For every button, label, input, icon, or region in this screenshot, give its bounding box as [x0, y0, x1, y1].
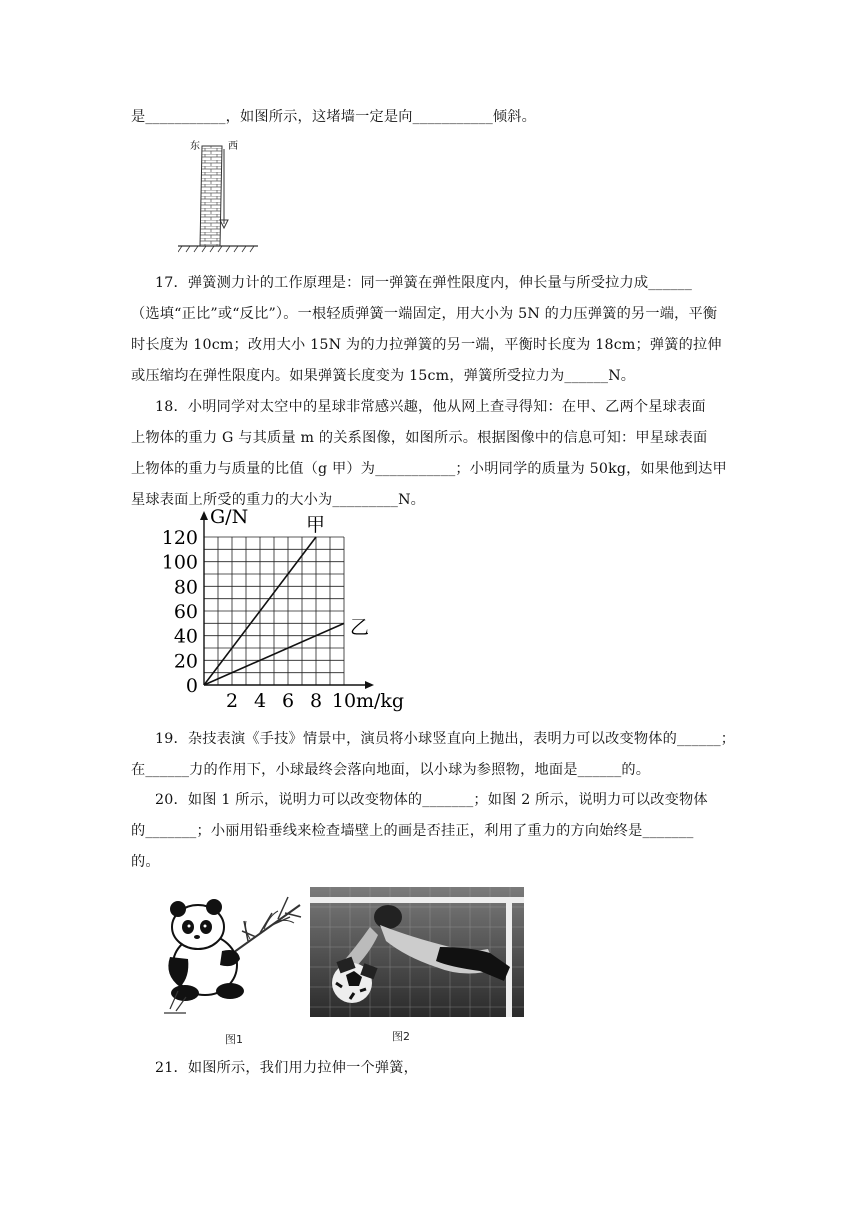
q19-line-2: 在______力的作用下，小球最终会落向地面，以小球为参照物，地面是______的。: [131, 762, 651, 778]
q20-line-1: 20．如图 1 所示，说明力可以改变物体的_______；如图 2 所示，说明力可以改变物体: [155, 792, 708, 808]
x-tick-label: 4: [253, 690, 267, 712]
x-axis-arrow-icon: [365, 681, 374, 689]
ground-hatching: [178, 246, 254, 252]
y-tick-label: 60: [173, 601, 198, 623]
series-label: 甲: [306, 514, 326, 536]
goalkeeper-image: [310, 887, 524, 1017]
q20-line-2: 的_______；小丽用铅垂线来检查墙壁上的画是否挂正，利用了重力的方向始终是_______: [131, 823, 694, 839]
figure-1-caption: 图1: [225, 1033, 243, 1046]
x-tick-label: 8: [309, 690, 323, 712]
east-label: 东: [190, 141, 200, 152]
leaning-wall-figure: [178, 136, 268, 254]
g-m-chart: [150, 505, 410, 715]
series-label: 乙: [350, 616, 370, 639]
q20-line-3: 的。: [131, 854, 160, 870]
y-tick-label: 0: [185, 675, 198, 697]
q17-line-3: 时长度为 10cm；改用大小 15N 为的力拉弹簧的另一端，平衡时长度为 18cm；弹簧的拉伸: [131, 337, 722, 353]
y-tick-label: 80: [173, 576, 198, 599]
q21-line-1: 21．如图所示，我们用力拉伸一个弹簧，: [155, 1060, 419, 1076]
x-axis-label: m/kg: [356, 690, 405, 712]
x-tick-label: 10: [331, 690, 357, 712]
y-tick-label: 40: [173, 625, 198, 648]
q17-line-1: 17．弹簧测力计的工作原理是：同一弹簧在弹性限度内，伸长量与所受拉力成______: [155, 275, 693, 291]
figure-2-caption: 图2: [392, 1030, 410, 1043]
y-axis-label: G/N: [210, 506, 249, 528]
q18-line-4: 星球表面上所受的重力的大小为_________N。: [131, 492, 426, 508]
y-axis-arrow-icon: [200, 511, 208, 520]
x-tick-label: 6: [281, 690, 295, 712]
q18-line-3: 上物体的重力与质量的比值（g 甲）为___________；小明同学的质量为 50kg，如果他到达甲: [131, 461, 727, 477]
q17-line-2: （选填“正比”或“反比”）。一根轻质弹簧一端固定，用大小为 5N 的力压弹簧的另一端，平衡: [131, 306, 718, 322]
x-tick-label: 2: [225, 690, 239, 712]
brick-wall: [200, 146, 222, 246]
y-tick-label: 100: [161, 551, 198, 574]
panda-bamboo-image: [160, 885, 310, 1020]
west-label: 西: [228, 141, 238, 152]
y-tick-label: 120: [161, 527, 198, 549]
q18-line-1: 18．小明同学对太空中的星球非常感兴趣，他从网上查寻得知：在甲、乙两个星球表面: [155, 399, 706, 415]
y-tick-label: 20: [173, 650, 198, 673]
q19-line-1: 19．杂技表演《手技》情景中，演员将小球竖直向上抛出，表明力可以改变物体的______；: [155, 731, 736, 747]
q16-tail-line: 是___________，如图所示，这堵墙一定是向___________倾斜。: [131, 109, 537, 125]
q17-line-4: 或压缩均在弹性限度内。如果弹簧长度变为 15cm，弹簧所受拉力为______N。: [131, 368, 636, 384]
q18-line-2: 上物体的重力 G 与其质量 m 的关系图像，如图所示。根据图像中的信息可知：甲星球表面: [131, 430, 708, 446]
